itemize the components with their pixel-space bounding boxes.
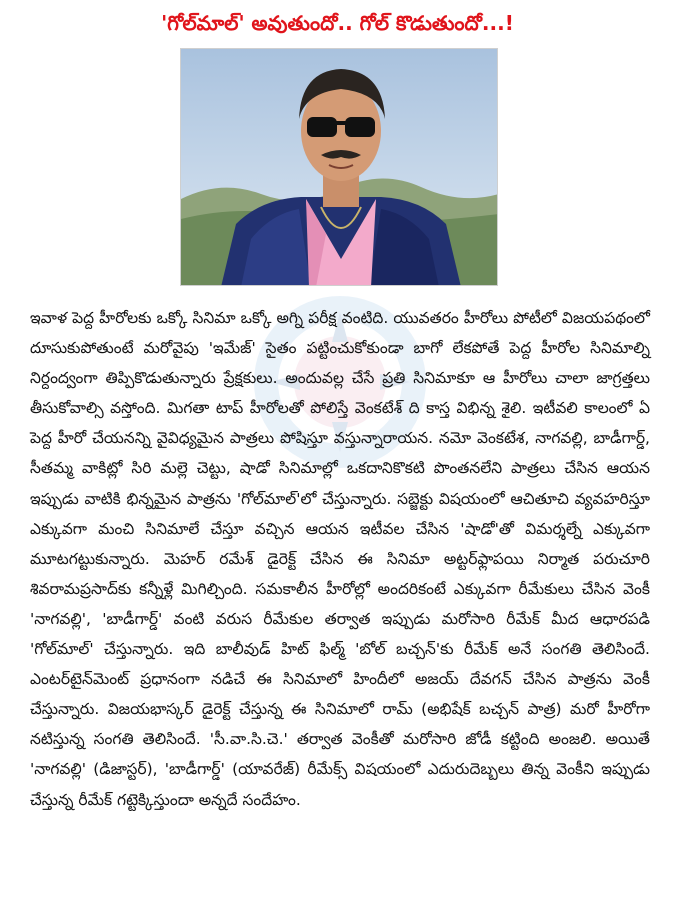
article-body: ఇవాళ పెద్ద హీరోలకు ఒక్కో సినిమా ఒక్కో అగ్ని పరీక్ష వంటిది. యువతరం హీరోలు పోటీలో విజయపథంలో దూసుకుపోతుంటే మరోవైపు 'ఇమేజ్' సైతం పట్టించుకోకుండా బాగో లేకపోతే పెద్ద హీరోల సినిమాల్ని నిర్దంద్వంగా తిప్పికొడుతున్నారు ప్రేక్షకులు. అందువల్ల చేసే ప్రతి సినిమాకూ ఆ హీరోలు చాలా జాగ్రత్తలు తీసుకోవాల్సి వస్తోంది. మిగతా టాప్ హీరోలతో పోలిస్తే వెంకటేశ్ ది కాస్త విభిన్న శైలి. ఇటీవలి కాలంలో ఏ పెద్ద హీరో చేయనన్ని వైవిధ్యమైన పాత్రలు పోషిస్తూ వస్తున్నారాయన. నమో వెంకటేశ, నాగవల్లి, బాడీగార్డ్, సీతమ్మ వాకిట్లో సిరి మల్లె చెట్టు, షాడో సినిమాల్లో ఒకదానికొకటి పొంతనలేని పాత్రలు చేసిన ఆయన ఇప్పుడు వాటికి భిన్నమైన పాత్రను 'గోల్‌మాల్'లో చేస్తున్నారు. సబ్జెక్టు విషయంలో ఆచితూచి వ్యవహరిస్తూ ఎక్కువగా మంచి సినిమాలే చేస్తూ వచ్చిన ఆయన ఇటీవల చేసిన 'షాడో'తో విమర్శల్నే ఎక్కువగా మూటగట్టుకున్నారు. మెహర్ రమేశ్ డైరెక్ట్ చేసిన ఈ సినిమా అట్టర్‌ఫ్లాపయి నిర్మాత పరుచూరి శివరామప్రసాద్‌కు కన్నీళ్లే మిగిల్చింది. సమకాలీన హీరోల్లో అందరికంటే ఎక్కువగా రీమేకులు చేసిన వెంకీ 'నాగవల్లి', 'బాడీగార్డ్' వంటి వరుస రీమేకుల తర్వాత ఇప్పుడు మరోసారి రీమేక్ మీద ఆధారపడి 'గోల్‌మాల్' చేస్తున్నారు. ఇది బాలీవుడ్ హిట్ ఫిల్మ్ 'బోల్ బచ్చన్'కు రీమేక్ అనే సంగతి తెలిసిందే. ఎంటర్‌టైన్‌మెంట్ ప్రధానంగా నడిచే ఈ సినిమాలో హిందీలో అజయ్ దేవగన్ చేసిన పాత్రను వెంకీ చేస్తున్నారు. విజయభాస్కర్ డైరెక్ట్ చేస్తున్న ఈ సినిమాలో రామ్ (అభిషేక్ బచ్చన్ పాత్ర) మరో హీరోగా నటిస్తున్న సంగతి తెలిసిందే. 'సీ.వా.సి.చె.' తర్వాత వెంకీతో మరోసారి జోడీ కట్టింది అంజలి. అయితే 'నాగవల్లి' (డిజాస్టర్), 'బాడీగార్డ్' (యావరేజ్) రీమేక్స్ విషయంలో ఎదురుదెబ్బలు తిన్న వెంకీని ఇప్పుడు చేస్తున్న రీమేక్ గట్టెక్కిస్తుందా అన్నదే సందేహం. bbox=[30, 309, 650, 809]
headline: 'గోల్‌మాల్' అవుతుందో.. గోల్ కొడుతుందో...! bbox=[161, 11, 514, 35]
actor-photo bbox=[180, 48, 498, 286]
